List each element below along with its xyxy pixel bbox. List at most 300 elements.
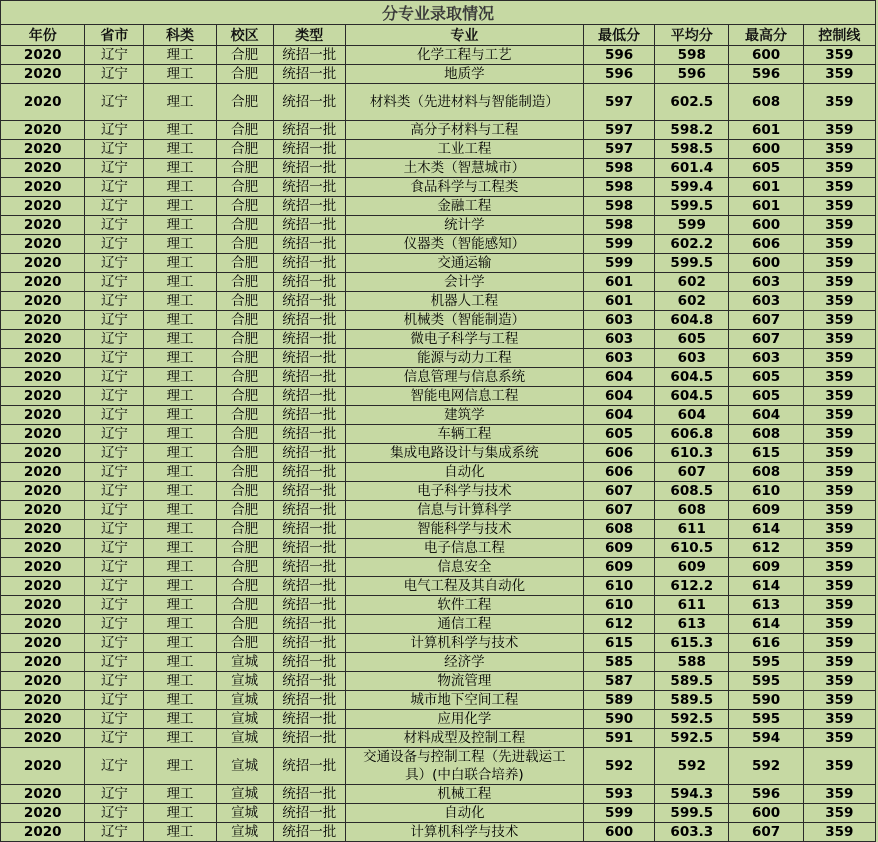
cell-province: 辽宁 — [85, 463, 144, 482]
cell-control-line: 359 — [803, 406, 875, 425]
cell-category: 理工 — [144, 804, 216, 823]
cell-avg-score: 607 — [655, 463, 729, 482]
cell-province: 辽宁 — [85, 729, 144, 748]
cell-province: 辽宁 — [85, 387, 144, 406]
cell-year: 2020 — [1, 615, 85, 634]
cell-category: 理工 — [144, 653, 216, 672]
cell-max-score: 594 — [729, 729, 803, 748]
cell-category: 理工 — [144, 254, 216, 273]
cell-year: 2020 — [1, 444, 85, 463]
table-row — [1, 444, 876, 463]
table-row — [1, 46, 876, 65]
cell-campus: 合肥 — [216, 501, 273, 520]
cell-category: 理工 — [144, 710, 216, 729]
cell-control-line: 359 — [803, 349, 875, 368]
cell-category: 理工 — [144, 482, 216, 501]
table-row — [1, 235, 876, 254]
cell-province: 辽宁 — [85, 785, 144, 804]
cell-year: 2020 — [1, 558, 85, 577]
cell-province: 辽宁 — [85, 292, 144, 311]
cell-province: 辽宁 — [85, 710, 144, 729]
cell-control-line: 359 — [803, 501, 875, 520]
cell-major: 微电子科学与工程 — [345, 330, 583, 349]
cell-year: 2020 — [1, 254, 85, 273]
cell-max-score: 601 — [729, 178, 803, 197]
cell-type: 统招一批 — [273, 121, 345, 140]
cell-min-score: 612 — [583, 615, 654, 634]
cell-avg-score: 606.8 — [655, 425, 729, 444]
cell-min-score: 603 — [583, 311, 654, 330]
table-row — [1, 178, 876, 197]
cell-type: 统招一批 — [273, 349, 345, 368]
cell-province: 辽宁 — [85, 653, 144, 672]
cell-control-line: 359 — [803, 140, 875, 159]
cell-province: 辽宁 — [85, 273, 144, 292]
cell-control-line: 359 — [803, 482, 875, 501]
cell-control-line: 359 — [803, 463, 875, 482]
cell-type: 统招一批 — [273, 178, 345, 197]
cell-campus: 合肥 — [216, 46, 273, 65]
cell-type: 统招一批 — [273, 387, 345, 406]
cell-avg-score: 599.5 — [655, 197, 729, 216]
cell-year: 2020 — [1, 520, 85, 539]
cell-year: 2020 — [1, 804, 85, 823]
cell-category: 理工 — [144, 823, 216, 842]
cell-type: 统招一批 — [273, 368, 345, 387]
cell-campus: 合肥 — [216, 330, 273, 349]
cell-avg-score: 602 — [655, 273, 729, 292]
cell-max-score: 596 — [729, 65, 803, 84]
cell-year: 2020 — [1, 349, 85, 368]
cell-control-line: 359 — [803, 197, 875, 216]
cell-major: 统计学 — [345, 216, 583, 235]
cell-province: 辽宁 — [85, 520, 144, 539]
cell-type: 统招一批 — [273, 804, 345, 823]
cell-control-line: 359 — [803, 178, 875, 197]
cell-category: 理工 — [144, 311, 216, 330]
cell-avg-score: 602.2 — [655, 235, 729, 254]
cell-major: 信息管理与信息系统 — [345, 368, 583, 387]
cell-min-score: 598 — [583, 159, 654, 178]
cell-category: 理工 — [144, 463, 216, 482]
cell-max-score: 595 — [729, 672, 803, 691]
cell-year: 2020 — [1, 785, 85, 804]
cell-min-score: 599 — [583, 804, 654, 823]
cell-province: 辽宁 — [85, 596, 144, 615]
cell-avg-score: 613 — [655, 615, 729, 634]
cell-campus: 合肥 — [216, 273, 273, 292]
cell-control-line: 359 — [803, 520, 875, 539]
cell-campus: 合肥 — [216, 520, 273, 539]
cell-year: 2020 — [1, 216, 85, 235]
cell-category: 理工 — [144, 178, 216, 197]
cell-type: 统招一批 — [273, 520, 345, 539]
cell-category: 理工 — [144, 558, 216, 577]
cell-year: 2020 — [1, 596, 85, 615]
cell-province: 辽宁 — [85, 65, 144, 84]
cell-year: 2020 — [1, 273, 85, 292]
cell-campus: 合肥 — [216, 349, 273, 368]
cell-province: 辽宁 — [85, 406, 144, 425]
cell-min-score: 598 — [583, 178, 654, 197]
cell-major: 通信工程 — [345, 615, 583, 634]
cell-campus: 合肥 — [216, 311, 273, 330]
cell-min-score: 604 — [583, 387, 654, 406]
cell-campus: 合肥 — [216, 596, 273, 615]
cell-control-line: 359 — [803, 539, 875, 558]
cell-category: 理工 — [144, 292, 216, 311]
cell-type: 统招一批 — [273, 140, 345, 159]
cell-min-score: 604 — [583, 368, 654, 387]
cell-avg-score: 611 — [655, 596, 729, 615]
cell-major: 计算机科学与技术 — [345, 823, 583, 842]
cell-campus: 合肥 — [216, 634, 273, 653]
cell-control-line: 359 — [803, 121, 875, 140]
cell-control-line: 359 — [803, 653, 875, 672]
cell-category: 理工 — [144, 729, 216, 748]
cell-year: 2020 — [1, 159, 85, 178]
cell-type: 统招一批 — [273, 748, 345, 785]
cell-type: 统招一批 — [273, 216, 345, 235]
cell-avg-score: 602.5 — [655, 84, 729, 121]
cell-type: 统招一批 — [273, 729, 345, 748]
cell-type: 统招一批 — [273, 330, 345, 349]
cell-avg-score: 589.5 — [655, 691, 729, 710]
cell-max-score: 607 — [729, 311, 803, 330]
cell-province: 辽宁 — [85, 140, 144, 159]
cell-type: 统招一批 — [273, 406, 345, 425]
cell-control-line: 359 — [803, 748, 875, 785]
cell-category: 理工 — [144, 425, 216, 444]
cell-control-line: 359 — [803, 691, 875, 710]
cell-avg-score: 599 — [655, 216, 729, 235]
cell-year: 2020 — [1, 823, 85, 842]
cell-control-line: 359 — [803, 729, 875, 748]
cell-province: 辽宁 — [85, 349, 144, 368]
cell-category: 理工 — [144, 46, 216, 65]
cell-province: 辽宁 — [85, 425, 144, 444]
cell-major: 自动化 — [345, 804, 583, 823]
cell-control-line: 359 — [803, 425, 875, 444]
cell-category: 理工 — [144, 159, 216, 178]
cell-province: 辽宁 — [85, 368, 144, 387]
cell-min-score: 596 — [583, 46, 654, 65]
header-type: 类型 — [273, 25, 345, 46]
cell-control-line: 359 — [803, 615, 875, 634]
cell-avg-score: 604.5 — [655, 368, 729, 387]
cell-campus: 宣城 — [216, 748, 273, 785]
table-title: 分专业录取情况 — [1, 1, 876, 25]
cell-control-line: 359 — [803, 84, 875, 121]
table-row — [1, 748, 876, 785]
cell-type: 统招一批 — [273, 785, 345, 804]
table-row — [1, 216, 876, 235]
cell-year: 2020 — [1, 84, 85, 121]
cell-category: 理工 — [144, 748, 216, 785]
cell-min-score: 597 — [583, 84, 654, 121]
cell-max-score: 612 — [729, 539, 803, 558]
cell-max-score: 608 — [729, 425, 803, 444]
cell-type: 统招一批 — [273, 653, 345, 672]
cell-year: 2020 — [1, 178, 85, 197]
header-province: 省市 — [85, 25, 144, 46]
cell-major: 交通运输 — [345, 254, 583, 273]
cell-type: 统招一批 — [273, 615, 345, 634]
cell-type: 统招一批 — [273, 159, 345, 178]
cell-type: 统招一批 — [273, 444, 345, 463]
cell-campus: 合肥 — [216, 178, 273, 197]
cell-min-score: 610 — [583, 577, 654, 596]
cell-major: 会计学 — [345, 273, 583, 292]
cell-major: 集成电路设计与集成系统 — [345, 444, 583, 463]
cell-campus: 宣城 — [216, 785, 273, 804]
cell-type: 统招一批 — [273, 577, 345, 596]
table-row — [1, 425, 876, 444]
cell-avg-score: 592 — [655, 748, 729, 785]
cell-major: 金融工程 — [345, 197, 583, 216]
cell-max-score: 607 — [729, 823, 803, 842]
cell-min-score: 597 — [583, 140, 654, 159]
cell-province: 辽宁 — [85, 804, 144, 823]
cell-type: 统招一批 — [273, 311, 345, 330]
cell-province: 辽宁 — [85, 235, 144, 254]
cell-year: 2020 — [1, 406, 85, 425]
cell-category: 理工 — [144, 634, 216, 653]
cell-major: 智能科学与技术 — [345, 520, 583, 539]
cell-min-score: 608 — [583, 520, 654, 539]
table-row — [1, 501, 876, 520]
cell-category: 理工 — [144, 140, 216, 159]
cell-avg-score: 603.3 — [655, 823, 729, 842]
cell-max-score: 592 — [729, 748, 803, 785]
cell-type: 统招一批 — [273, 558, 345, 577]
cell-avg-score: 592.5 — [655, 710, 729, 729]
header-major: 专业 — [345, 25, 583, 46]
cell-max-score: 603 — [729, 292, 803, 311]
cell-max-score: 610 — [729, 482, 803, 501]
cell-max-score: 600 — [729, 46, 803, 65]
cell-max-score: 614 — [729, 615, 803, 634]
cell-min-score: 597 — [583, 121, 654, 140]
table-row — [1, 387, 876, 406]
cell-major: 材料成型及控制工程 — [345, 729, 583, 748]
cell-max-score: 606 — [729, 235, 803, 254]
cell-max-score: 590 — [729, 691, 803, 710]
cell-category: 理工 — [144, 539, 216, 558]
cell-category: 理工 — [144, 197, 216, 216]
cell-campus: 合肥 — [216, 463, 273, 482]
cell-avg-score: 604.5 — [655, 387, 729, 406]
cell-min-score: 599 — [583, 254, 654, 273]
cell-type: 统招一批 — [273, 710, 345, 729]
header-max-score: 最高分 — [729, 25, 803, 46]
cell-category: 理工 — [144, 501, 216, 520]
cell-control-line: 359 — [803, 65, 875, 84]
cell-campus: 合肥 — [216, 577, 273, 596]
cell-major: 交通设备与控制工程（先进载运工具）(中白联合培养) — [345, 748, 583, 785]
cell-max-score: 601 — [729, 197, 803, 216]
cell-major: 信息与计算科学 — [345, 501, 583, 520]
cell-year: 2020 — [1, 121, 85, 140]
table-row — [1, 804, 876, 823]
cell-min-score: 605 — [583, 425, 654, 444]
cell-max-score: 616 — [729, 634, 803, 653]
cell-major: 高分子材料与工程 — [345, 121, 583, 140]
cell-max-score: 604 — [729, 406, 803, 425]
cell-campus: 合肥 — [216, 65, 273, 84]
cell-campus: 合肥 — [216, 406, 273, 425]
cell-type: 统招一批 — [273, 501, 345, 520]
cell-max-score: 609 — [729, 558, 803, 577]
cell-max-score: 614 — [729, 520, 803, 539]
cell-min-score: 596 — [583, 65, 654, 84]
cell-category: 理工 — [144, 785, 216, 804]
cell-major: 食品科学与工程类 — [345, 178, 583, 197]
cell-campus: 合肥 — [216, 216, 273, 235]
cell-category: 理工 — [144, 615, 216, 634]
cell-province: 辽宁 — [85, 577, 144, 596]
cell-campus: 合肥 — [216, 292, 273, 311]
cell-category: 理工 — [144, 216, 216, 235]
cell-category: 理工 — [144, 65, 216, 84]
cell-year: 2020 — [1, 729, 85, 748]
cell-province: 辽宁 — [85, 330, 144, 349]
cell-avg-score: 609 — [655, 558, 729, 577]
table-row — [1, 311, 876, 330]
cell-min-score: 607 — [583, 501, 654, 520]
cell-year: 2020 — [1, 197, 85, 216]
cell-province: 辽宁 — [85, 216, 144, 235]
cell-type: 统招一批 — [273, 273, 345, 292]
cell-max-score: 615 — [729, 444, 803, 463]
cell-province: 辽宁 — [85, 672, 144, 691]
cell-major: 电子科学与技术 — [345, 482, 583, 501]
cell-min-score: 589 — [583, 691, 654, 710]
cell-min-score: 590 — [583, 710, 654, 729]
cell-avg-score: 598.5 — [655, 140, 729, 159]
cell-major: 机械工程 — [345, 785, 583, 804]
cell-control-line: 359 — [803, 330, 875, 349]
cell-major: 信息安全 — [345, 558, 583, 577]
cell-province: 辽宁 — [85, 539, 144, 558]
table-row — [1, 330, 876, 349]
table-row — [1, 65, 876, 84]
cell-year: 2020 — [1, 710, 85, 729]
cell-year: 2020 — [1, 311, 85, 330]
cell-control-line: 359 — [803, 558, 875, 577]
cell-major: 智能电网信息工程 — [345, 387, 583, 406]
cell-type: 统招一批 — [273, 46, 345, 65]
cell-year: 2020 — [1, 634, 85, 653]
cell-category: 理工 — [144, 444, 216, 463]
cell-type: 统招一批 — [273, 254, 345, 273]
cell-type: 统招一批 — [273, 292, 345, 311]
table-row — [1, 292, 876, 311]
cell-max-score: 608 — [729, 84, 803, 121]
cell-avg-score: 589.5 — [655, 672, 729, 691]
cell-major: 软件工程 — [345, 596, 583, 615]
cell-campus: 合肥 — [216, 140, 273, 159]
cell-campus: 合肥 — [216, 121, 273, 140]
cell-avg-score: 596 — [655, 65, 729, 84]
cell-avg-score: 602 — [655, 292, 729, 311]
cell-major: 工业工程 — [345, 140, 583, 159]
cell-avg-score: 604.8 — [655, 311, 729, 330]
cell-major: 材料类（先进材料与智能制造） — [345, 84, 583, 121]
cell-min-score: 615 — [583, 634, 654, 653]
cell-control-line: 359 — [803, 444, 875, 463]
cell-avg-score: 599.5 — [655, 804, 729, 823]
cell-campus: 合肥 — [216, 482, 273, 501]
table-row — [1, 368, 876, 387]
cell-min-score: 599 — [583, 235, 654, 254]
header-row — [1, 25, 876, 46]
cell-control-line: 359 — [803, 634, 875, 653]
cell-type: 统招一批 — [273, 482, 345, 501]
table-row — [1, 785, 876, 804]
cell-campus: 宣城 — [216, 691, 273, 710]
cell-type: 统招一批 — [273, 235, 345, 254]
table-row — [1, 159, 876, 178]
cell-major: 自动化 — [345, 463, 583, 482]
cell-max-score: 605 — [729, 368, 803, 387]
table-row — [1, 84, 876, 121]
cell-campus: 合肥 — [216, 368, 273, 387]
cell-min-score: 587 — [583, 672, 654, 691]
cell-major: 物流管理 — [345, 672, 583, 691]
cell-campus: 宣城 — [216, 672, 273, 691]
cell-year: 2020 — [1, 577, 85, 596]
cell-max-score: 595 — [729, 710, 803, 729]
cell-year: 2020 — [1, 387, 85, 406]
cell-major: 地质学 — [345, 65, 583, 84]
cell-type: 统招一批 — [273, 634, 345, 653]
cell-major: 化学工程与工艺 — [345, 46, 583, 65]
cell-major: 机器人工程 — [345, 292, 583, 311]
table-row — [1, 520, 876, 539]
cell-year: 2020 — [1, 482, 85, 501]
cell-control-line: 359 — [803, 577, 875, 596]
cell-type: 统招一批 — [273, 425, 345, 444]
table-row — [1, 482, 876, 501]
table-row — [1, 349, 876, 368]
cell-max-score: 605 — [729, 387, 803, 406]
cell-campus: 合肥 — [216, 444, 273, 463]
cell-category: 理工 — [144, 672, 216, 691]
cell-max-score: 614 — [729, 577, 803, 596]
cell-max-score: 600 — [729, 216, 803, 235]
cell-category: 理工 — [144, 596, 216, 615]
cell-control-line: 359 — [803, 254, 875, 273]
cell-province: 辽宁 — [85, 691, 144, 710]
header-avg-score: 平均分 — [655, 25, 729, 46]
cell-min-score: 609 — [583, 558, 654, 577]
cell-year: 2020 — [1, 140, 85, 159]
cell-province: 辽宁 — [85, 159, 144, 178]
cell-type: 统招一批 — [273, 84, 345, 121]
header-campus: 校区 — [216, 25, 273, 46]
cell-major: 电子信息工程 — [345, 539, 583, 558]
cell-campus: 合肥 — [216, 558, 273, 577]
header-min-score: 最低分 — [583, 25, 654, 46]
table-row — [1, 539, 876, 558]
cell-max-score: 605 — [729, 159, 803, 178]
cell-control-line: 359 — [803, 273, 875, 292]
cell-control-line: 359 — [803, 46, 875, 65]
cell-max-score: 595 — [729, 653, 803, 672]
cell-major: 仪器类（智能感知） — [345, 235, 583, 254]
cell-type: 统招一批 — [273, 463, 345, 482]
